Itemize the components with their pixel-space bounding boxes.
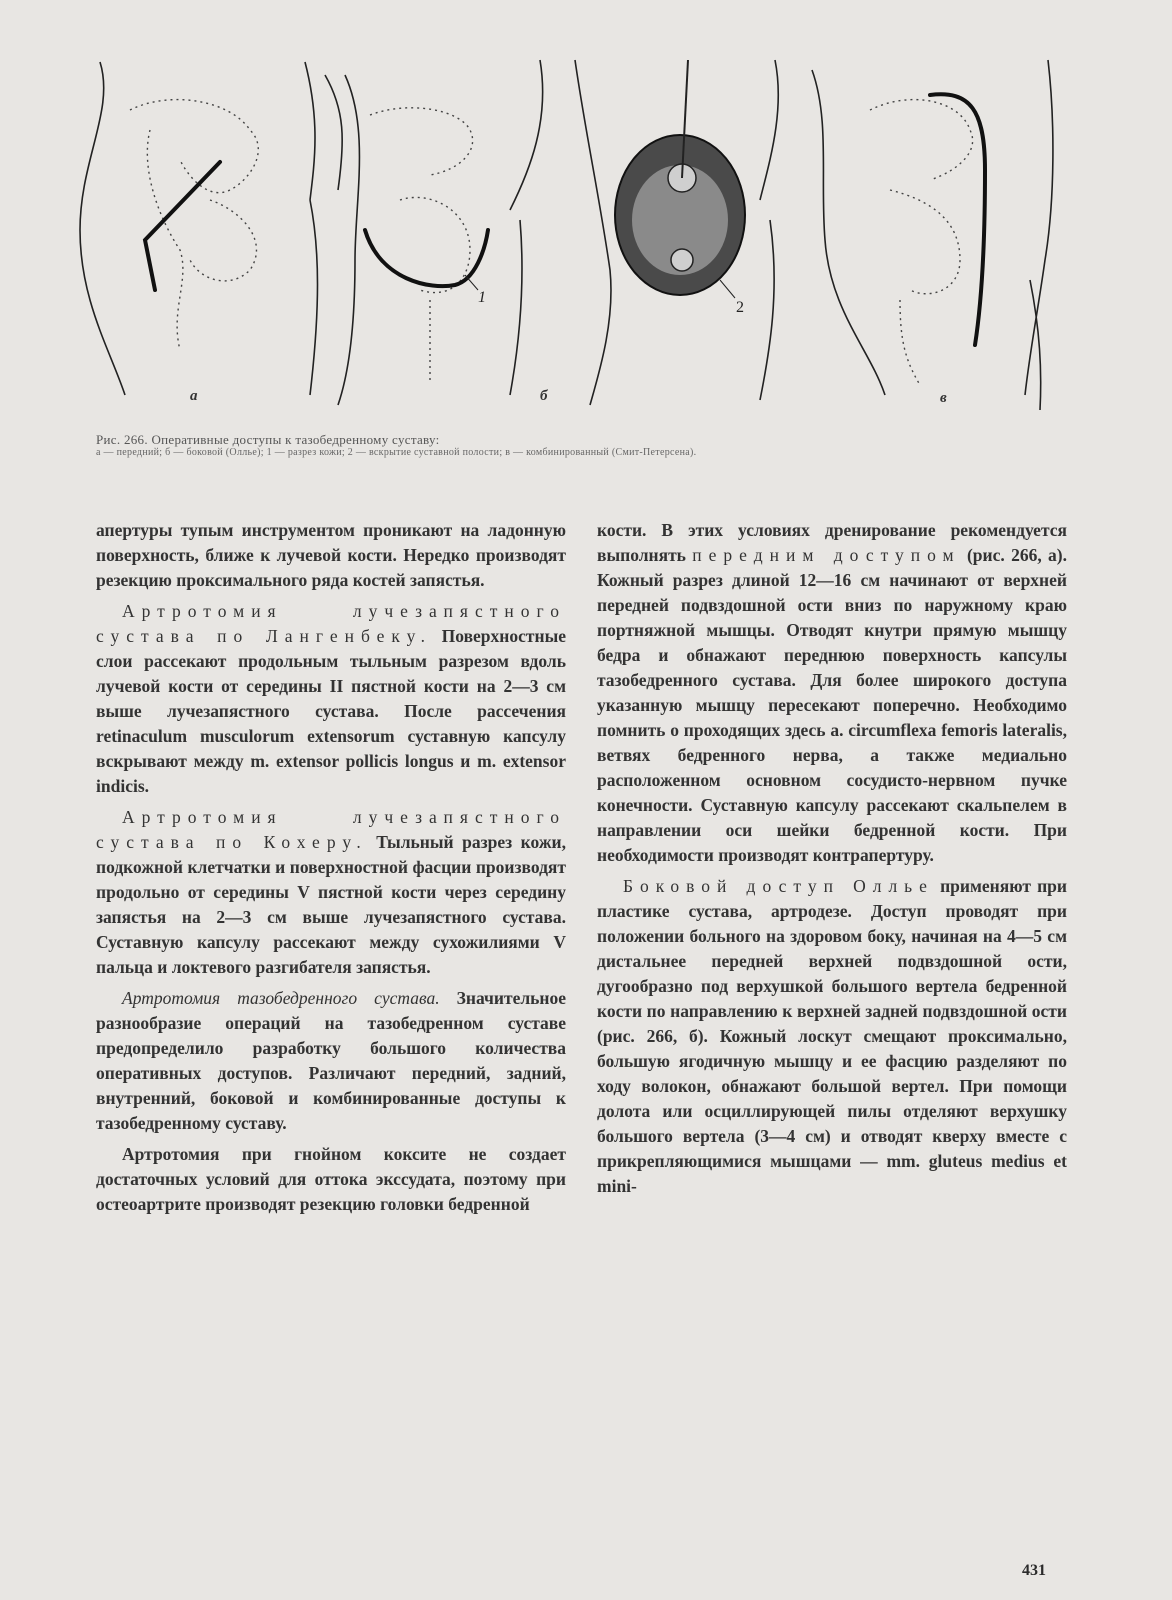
paragraph: Артротомия лучезапястного сустава по Лангенбеку. Поверхностные слои рассекают продольным тыльным разрезом вдоль лучевой кости от середины II пястной кости на 2—3 см выше лучезапястного сустава. После рассечения retinaculum musculorum extensorum суставную капсулу вскрывают между m. extensor pollicis longus и m. extensor indicis. <box>96 601 567 796</box>
figure-caption <box>96 432 1071 459</box>
paragraph: Боковой доступ Олльe применяют при пластике сустава, артродезе. Доступ проводят при положении больного на здоровом боку, начиная на 4—5 см дистальнее передней верхней подвздошной ости, дугообразно под верхушкой большого вертела бедренной кости по направлению к верхней задней подвздошной ости (рис. 266, б). Кожный лоскут смещают проксимально, большую ягодичную мышцу и ее фасцию разделяют по ходу волокон, обнажают большой вертел. При помощи долота или осциллирующей пилы отделяют верхушку большого вертела (3—4 см) и отводят кверху вместе с прикрепляющимися мышцами — mm. gluteus medius et mini- <box>597 876 1067 1196</box>
caption-legend: а — передний; б — боковой (Олльe); 1 — разрез кожи; 2 — вскрытие суставной полости; в — комбинированный (Смит-Петерсена). <box>96 447 697 458</box>
paragraph: Артротомия при гнойном коксите не создает достаточных условий для оттока экссудата, поэтому при остеоартрите производят резекцию головки бедренной <box>96 1144 566 1214</box>
panel-label-a: а <box>190 388 198 404</box>
spaced-heading: Боковой доступ Олльe <box>623 876 934 896</box>
left-column <box>96 518 566 1217</box>
spaced-term: передним доступом <box>692 545 961 565</box>
paragraph: Артротомия тазобедренного сустава. Значительное разнообразие операций на тазобедренном суставе предопределило разработку большого количества оперативных доступов. Различают передний, задний, внутренний, боковой и комбинированные доступы к тазобедренному суставу. <box>96 988 567 1133</box>
panel-label-c: в <box>940 390 947 406</box>
spaced-heading: Артротомия лучезапястного сустава по Кохеру. <box>96 807 566 852</box>
paragraph: Артротомия лучезапястного сустава по Кохеру. Тыльный разрез кожи, подкожной клетчатки и поверхностной фасции производят продольно от середины V пястной кости через середину запястья на 2—3 см выше лучезапястного сустава. Суставную капсулу рассекают между сухожилиями V пальца и локтевого разгибателя запястья. <box>96 807 566 977</box>
spaced-heading: Артротомия лучезапястного сустава по Лангенбеку. <box>96 601 566 646</box>
panel-label-b: б <box>540 388 548 404</box>
callout-2: 2 <box>736 299 744 316</box>
figure-266 <box>70 50 1090 420</box>
page-number: 431 <box>1022 1562 1046 1579</box>
paragraph: кости. В этих условиях дренирование рекомендуется выполнять передним доступом (рис. 266, а). Кожный разрез длиной 12—16 см начинают от верхней передней подвздошной ости вниз по наружному краю портняжной мышцы. Отводят кнутри прямую мышцу бедра и обнажают переднюю поверхность капсулы тазобедренного сустава. Для более широкого доступа указанную мышцу пересекают поперечно. Необходимо помнить о проходящих здесь a. circumflexa femoris lateralis, ветвях бедренного нерва, а также медиально расположенном основном сосудисто-нервном пучке конечности. Суставную капсулу рассекают скальпелем в направлении оси шейки бедренной кости. При необходимости производят контрапертуру. <box>597 520 1067 865</box>
right-column <box>597 518 1067 1199</box>
paragraph: апертуры тупым инструментом проникают на ладонную поверхность, ближе к лучевой кости. Нередко производят резекцию проксимального ряда костей запястья. <box>96 520 566 590</box>
italic-heading: Артротомия тазобедренного сустава. <box>122 988 440 1008</box>
callout-1: 1 <box>478 289 486 306</box>
caption-title: Рис. 266. Оперативные доступы к тазобедренному суставу: <box>96 432 440 447</box>
hip-approach-illustration <box>70 50 1090 420</box>
